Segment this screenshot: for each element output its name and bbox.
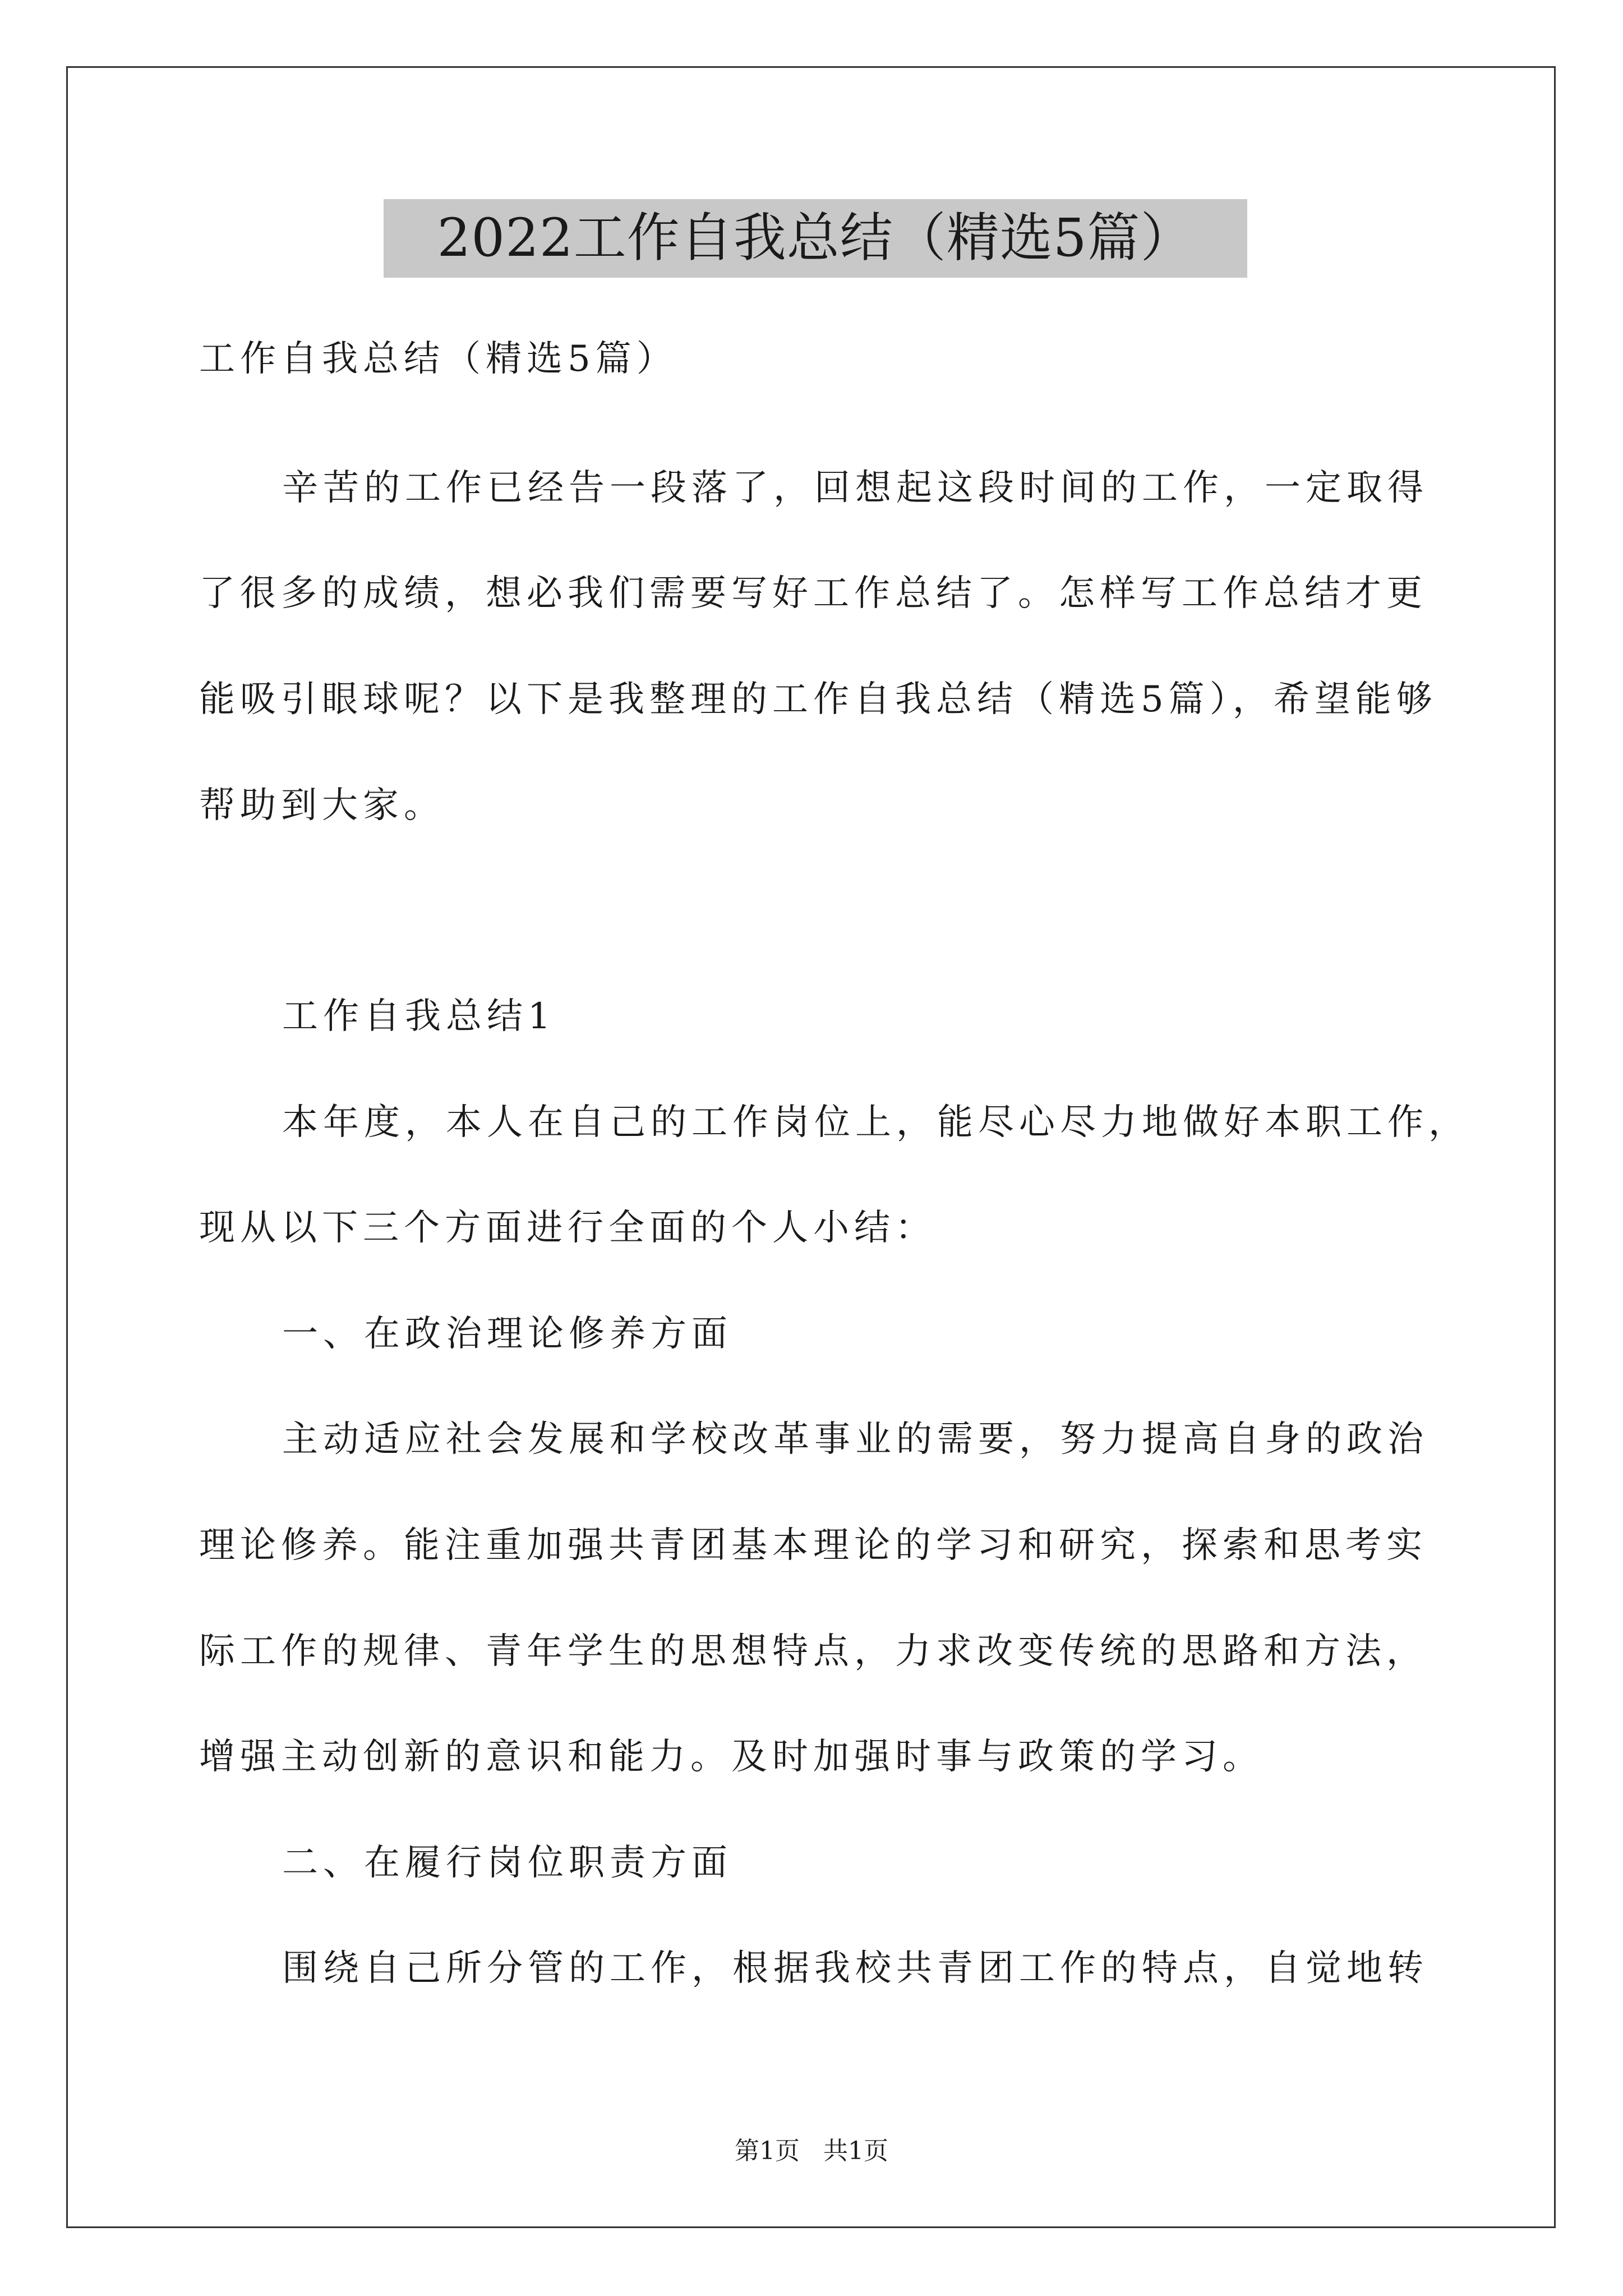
document-title: 2022工作自我总结（精选5篇） — [384, 199, 1247, 278]
paragraph-line: 辛苦的工作已经告一段落了，回想起这段时间的工作，一定取得 — [282, 467, 1428, 509]
subsection-heading: 二、在履行岗位职责方面 — [282, 1842, 732, 1884]
paragraph-line: 增强主动创新的意识和能力。及时加强时事与政策的学习。 — [199, 1736, 1264, 1778]
paragraph-line: 能吸引眼球呢？以下是我整理的工作自我总结（精选5篇），希望能够 — [199, 679, 1437, 720]
paragraph-line: 围绕自己所分管的工作，根据我校共青团工作的特点，自觉地转 — [282, 1948, 1428, 1989]
paragraph-line: 理论修养。能注重加强共青团基本理论的学习和研究，探索和思考实 — [199, 1525, 1427, 1566]
section-heading: 工作自我总结1 — [282, 996, 556, 1037]
page-footer: 第1页 共1页 — [735, 2137, 888, 2165]
paragraph-line: 帮助到大家。 — [199, 785, 445, 826]
paragraph-line: 现从以下三个方面进行全面的个人小结： — [199, 1207, 936, 1249]
page-border — [66, 66, 1556, 2228]
paragraph-line: 主动适应社会发展和学校改革事业的需要，努力提高自身的政治 — [282, 1419, 1428, 1460]
paragraph-line: 际工作的规律、青年学生的思想特点，力求改变传统的思路和方法， — [199, 1631, 1427, 1672]
paragraph-line: 本年度，本人在自己的工作岗位上，能尽心尽力地做好本职工作， — [282, 1102, 1469, 1143]
subtitle-line: 工作自我总结（精选5篇） — [199, 338, 677, 380]
paragraph-line: 了很多的成绩，想必我们需要写好工作总结了。怎样写工作总结才更 — [199, 573, 1427, 614]
subsection-heading: 一、在政治理论修养方面 — [282, 1313, 732, 1355]
